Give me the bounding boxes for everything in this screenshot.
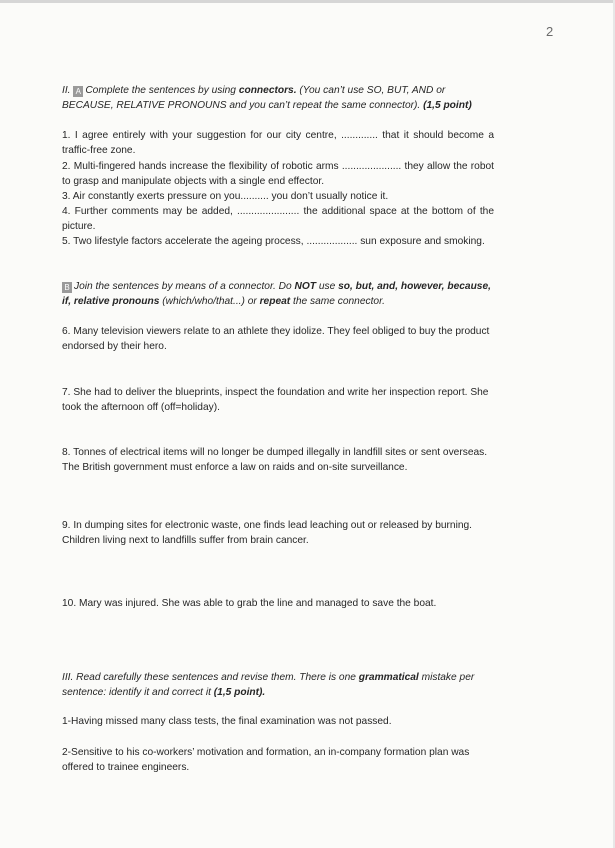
scan-edge-top: [0, 0, 615, 3]
exercise-item-3: 3. Air constantly exerts pressure on you.......... you don’t usually notice it.: [62, 191, 389, 202]
exercise-item-6: 6. Many television viewers relate to an athlete they idolize. They feel obliged to buy the product endorsed by their hero.: [62, 326, 490, 352]
exercise-item-2: 2. Multi-fingered hands increase the flexibility of robotic arms ..................... they allow the robot to grasp and manipulate objects with a single end effector.: [62, 161, 494, 187]
part-a-marker: A: [73, 86, 83, 97]
revision-item-2: 2-Sensitive to his co-workers’ motivation and formation, an in-company formation plan was offered to trainee engineers.: [62, 747, 470, 773]
exercise-item-1: 1. I agree entirely with your suggestion for our city centre, ............. that it should become a traffic-free zone.: [62, 130, 494, 156]
revision-item-1: 1-Having missed many class tests, the final examination was not passed.: [62, 716, 392, 727]
section-2b-instructions: B Join the sentences by means of a connector. Do NOT use so, but, and, however, because, if, relative pronouns (which/who/that...) or repeat the same connector.: [62, 281, 491, 307]
part-b-marker: B: [62, 282, 72, 293]
exercise-item-4: 4. Further comments may be added, ...................... the additional space at the bottom of the picture.: [62, 206, 494, 232]
exercise-item-10: 10. Mary was injured. She was able to grab the line and managed to save the boat.: [62, 598, 437, 609]
exercise-item-9: 9. In dumping sites for electronic waste, one finds lead leaching out or released by burning. Children living next to landfills suffer from brain cancer.: [62, 520, 473, 546]
section-2a-instructions: II. A Complete the sentences by using connectors. (You can’t use SO, BUT, AND or BECAUSE, RELATIVE PRONOUNS and you can’t repeat the same connector). (1,5 point): [62, 85, 472, 111]
exercise-item-7: 7. She had to deliver the blueprints, inspect the foundation and write her inspection report. She took the afternoon off (off=holiday).: [62, 387, 489, 413]
section-3-instructions: III. Read carefully these sentences and revise them. There is one grammatical mistake per sentence: identify it and correct it (1,5 point).: [62, 672, 475, 698]
exercise-item-8: 8. Tonnes of electrical items will no longer be dumped illegally in landfill sites or sent overseas. The British government must enforce a law on raids and on-site surveillance.: [62, 447, 488, 473]
page-number: 2: [546, 24, 554, 39]
exercise-item-5: 5. Two lifestyle factors accelerate the ageing process, .................. sun exposure and smoking.: [62, 236, 485, 247]
